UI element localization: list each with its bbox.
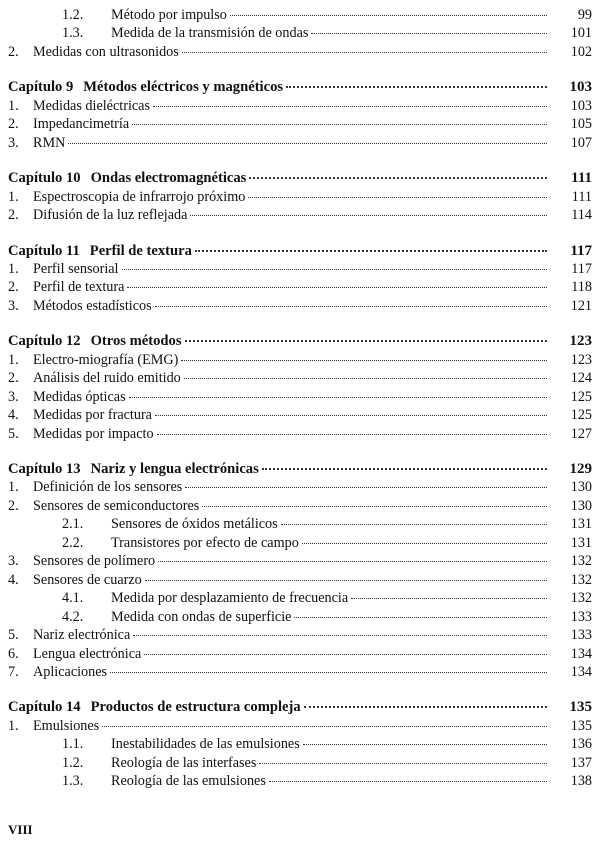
- toc-chapter-title: Productos de estructura compleja: [90, 699, 301, 716]
- toc-entry-title: Métodos estadísticos: [33, 297, 152, 314]
- dot-leader: [185, 487, 547, 488]
- toc-chapter-heading: [0, 242, 600, 260]
- toc-page-number: 123: [570, 351, 592, 368]
- dot-leader: [181, 360, 547, 361]
- toc-page-number: 130: [570, 479, 592, 496]
- dot-leader: [68, 143, 547, 144]
- toc-entry-number: 4.: [8, 407, 19, 424]
- toc-entry-title: Medida por desplazamiento de frecuencia: [111, 590, 349, 607]
- toc-entry-number: 5.: [8, 627, 19, 644]
- dot-leader: [195, 250, 547, 252]
- toc-chapter-number: Capítulo 9: [8, 79, 74, 96]
- toc-chapter-number: Capítulo 12: [8, 333, 81, 350]
- toc-entry-title: Emulsiones: [33, 717, 100, 734]
- toc-page-number: 118: [571, 279, 592, 296]
- toc-entry: [0, 589, 600, 607]
- toc-entry-title: Sensores de cuarzo: [33, 571, 142, 588]
- dot-leader: [122, 269, 548, 270]
- toc-page-number: 124: [570, 370, 592, 387]
- toc-entry-title: Espectroscopia de infrarrojo próximo: [33, 188, 246, 205]
- toc-page-number: 132: [570, 590, 592, 607]
- dot-leader: [248, 197, 547, 198]
- toc-page-number: 103: [570, 97, 592, 114]
- toc-chapter-title: Otros métodos: [90, 333, 182, 350]
- toc-chapter-title: Métodos eléctricos y magnéticos: [83, 79, 284, 96]
- toc-entry: [0, 115, 600, 133]
- toc-entry-number: 2.2.: [62, 534, 84, 551]
- toc-page-number: 105: [570, 116, 592, 133]
- toc-chapter-heading: [0, 460, 600, 478]
- toc-page-number: 132: [570, 571, 592, 588]
- toc-entry: [0, 388, 600, 406]
- toc-entry: [0, 24, 600, 42]
- toc-entry-number: 2.: [8, 43, 19, 60]
- toc-entry-number: 1.2.: [62, 754, 84, 771]
- toc-entry: [0, 497, 600, 515]
- toc-entry-number: 6.: [8, 645, 19, 662]
- toc-entry: [0, 425, 600, 443]
- toc-entry-number: 2.: [8, 116, 19, 133]
- dot-leader: [269, 781, 547, 782]
- toc-entry-number: 1.3.: [62, 773, 84, 790]
- toc-entry: [0, 188, 600, 206]
- dot-leader: [132, 124, 547, 125]
- toc-entry: [0, 260, 600, 278]
- toc-page-number: 117: [571, 260, 592, 277]
- dot-leader: [157, 434, 547, 435]
- toc-page-number: 133: [570, 627, 592, 644]
- toc-page-number: 127: [570, 425, 592, 442]
- dot-leader: [202, 506, 547, 507]
- toc-entry-title: Perfil de textura: [33, 279, 125, 296]
- toc-entry-title: Transistores por efecto de campo: [111, 534, 299, 551]
- toc-entry-title: Lengua electrónica: [33, 645, 142, 662]
- toc-entry: [0, 754, 600, 772]
- toc-entry-title: Aplicaciones: [33, 664, 108, 680]
- dot-leader: [249, 177, 547, 179]
- toc-entry-title: Medidas ópticas: [33, 388, 126, 405]
- toc-page-number: 137: [570, 754, 592, 771]
- dot-leader: [302, 543, 547, 544]
- dot-leader: [311, 33, 547, 34]
- toc-entry-number: 4.: [8, 571, 19, 588]
- toc-entry: [0, 134, 600, 152]
- toc-chapter-title: Ondas electromagnéticas: [90, 170, 247, 187]
- toc-entry-title: RMN: [33, 134, 66, 151]
- toc-entry: [0, 297, 600, 315]
- toc-chapter-heading: [0, 78, 600, 96]
- toc-entry-number: 2.: [8, 497, 19, 514]
- toc-entry: [0, 97, 600, 115]
- toc-page-number: 123: [569, 333, 592, 350]
- dot-leader: [185, 340, 547, 342]
- toc-page-number: 134: [570, 645, 592, 662]
- toc-page-number: 134: [570, 664, 592, 680]
- toc-chapter-heading: [0, 332, 600, 350]
- dot-leader: [230, 15, 547, 16]
- dot-leader: [158, 561, 547, 562]
- dot-leader: [127, 287, 547, 288]
- toc-page-number: 107: [570, 134, 592, 151]
- dot-leader: [182, 52, 547, 53]
- toc-page-number: 121: [570, 297, 592, 314]
- toc-entry: [0, 515, 600, 533]
- toc-page-number: 125: [570, 388, 592, 405]
- toc-entry-title: Sensores de polímero: [33, 553, 156, 570]
- toc-entry-number: 1.: [8, 351, 19, 368]
- toc-entry-number: 1.: [8, 188, 19, 205]
- toc-entry-title: Medidas dieléctricas: [33, 97, 150, 114]
- toc-page-number: 117: [570, 242, 592, 259]
- toc-entry: [0, 534, 600, 552]
- toc-entry-title: Electro-miografía (EMG): [33, 351, 179, 368]
- toc-page-number: 135: [569, 699, 592, 716]
- toc-page-number: 103: [569, 79, 592, 96]
- toc-entry-number: 7.: [8, 664, 19, 680]
- toc-entry: [0, 571, 600, 589]
- toc-entry-number: 2.: [8, 370, 19, 387]
- toc-entry: [0, 206, 600, 224]
- toc-chapter-title: Nariz y lengua electrónicas: [90, 461, 259, 477]
- toc-chapter-number: Capítulo 14: [8, 699, 81, 716]
- toc-entry-number: 1.: [8, 717, 19, 734]
- toc-entry: [0, 6, 600, 24]
- dot-leader: [155, 415, 547, 416]
- toc-chapter-number: Capítulo 13: [8, 461, 81, 477]
- dot-leader: [190, 215, 547, 216]
- toc-entry: [0, 645, 600, 663]
- toc-entry-number: 1.3.: [62, 25, 84, 42]
- toc-page-number: 135: [570, 717, 592, 734]
- toc-entry: [0, 478, 600, 496]
- toc-entry: [0, 278, 600, 296]
- dot-leader: [294, 617, 547, 618]
- toc-chapter-title: Perfil de textura: [89, 242, 192, 259]
- toc-entry-title: Medidas por impacto: [33, 425, 154, 442]
- dot-leader: [144, 654, 547, 655]
- toc-page-number: 130: [570, 497, 592, 514]
- dot-leader: [145, 580, 547, 581]
- toc-page-number: 114: [571, 207, 592, 223]
- toc-entry-title: Análisis del ruido emitido: [33, 370, 181, 387]
- toc-entry-number: 3.: [8, 297, 19, 314]
- toc-entry-title: Inestabilidades de las emulsiones: [111, 736, 300, 753]
- toc-page-number: 125: [570, 407, 592, 424]
- toc-page-number: 111: [571, 188, 592, 205]
- toc-entry-number: 2.: [8, 279, 19, 296]
- toc-entry-title: Medidas por fractura: [33, 407, 152, 424]
- toc-entry: [0, 608, 600, 626]
- dot-leader: [110, 672, 547, 673]
- toc-chapter-number: Capítulo 10: [8, 170, 81, 187]
- toc-entry-number: 2.: [8, 207, 19, 223]
- dot-leader: [286, 86, 547, 88]
- toc-entry: [0, 43, 600, 61]
- toc-entry-number: 3.: [8, 553, 19, 570]
- toc-entry-title: Método por impulso: [111, 7, 227, 23]
- dot-leader: [304, 706, 547, 708]
- toc-entry-number: 1.: [8, 479, 19, 496]
- toc-entry: [0, 626, 600, 644]
- toc-entry-title: Perfil sensorial: [33, 260, 119, 277]
- toc-page-number: 102: [570, 43, 592, 60]
- toc-entry-title: Definición de los sensores: [33, 479, 183, 496]
- toc-page-number: 132: [570, 553, 592, 570]
- dot-leader: [102, 726, 547, 727]
- toc-page-number: 133: [570, 608, 592, 625]
- toc-entry-number: 4.2.: [62, 608, 84, 625]
- dot-leader: [155, 306, 547, 307]
- toc-entry-number: 1.2.: [62, 7, 84, 23]
- toc-entry-number: 1.1.: [62, 736, 84, 753]
- toc-entry-number: 1.: [8, 260, 19, 277]
- toc-entry: [0, 369, 600, 387]
- toc-page-number: 131: [570, 534, 592, 551]
- toc-entry: [0, 663, 600, 681]
- toc-entry-title: Impedancimetría: [33, 116, 130, 133]
- dot-leader: [184, 378, 547, 379]
- dot-leader: [281, 524, 547, 525]
- toc-chapter-number: Capítulo 11: [8, 242, 80, 259]
- toc-entry-title: Medida con ondas de superficie: [111, 608, 292, 625]
- toc-page-number: 111: [571, 170, 592, 187]
- toc-entry: [0, 735, 600, 753]
- toc-entry-title: Nariz electrónica: [33, 627, 131, 644]
- toc-entry-title: Reología de las interfases: [111, 754, 257, 771]
- dot-leader: [153, 106, 547, 107]
- toc-page-number: 131: [570, 516, 592, 533]
- page-number-footer: VIII: [8, 822, 33, 837]
- toc-page-number: 99: [577, 7, 592, 23]
- toc-entry-title: Reología de las emulsiones: [111, 773, 266, 790]
- toc-entry-number: 3.: [8, 134, 19, 151]
- toc-entry-title: Medida de la transmisión de ondas: [111, 25, 309, 42]
- toc-entry-number: 5.: [8, 425, 19, 442]
- dot-leader: [303, 744, 547, 745]
- toc-entry: [0, 552, 600, 570]
- toc-chapter-heading: [0, 698, 600, 716]
- toc-page-number: 136: [570, 736, 592, 753]
- toc-entry-number: 2.1.: [62, 516, 84, 533]
- toc-entry: [0, 351, 600, 369]
- dot-leader: [129, 397, 547, 398]
- dot-leader: [259, 763, 547, 764]
- dot-leader: [262, 468, 547, 470]
- dot-leader: [351, 598, 547, 599]
- toc-entry: [0, 406, 600, 424]
- toc-entry: [0, 717, 600, 735]
- toc-entry-title: Sensores de óxidos metálicos: [111, 516, 278, 533]
- toc-page-number: 129: [569, 461, 592, 477]
- toc-page-number: 101: [570, 25, 592, 42]
- toc-entry-title: Medidas con ultrasonidos: [33, 43, 179, 60]
- toc-entry-title: Difusión de la luz reflejada: [33, 207, 188, 223]
- toc-entry-number: 1.: [8, 97, 19, 114]
- toc-entry-number: 3.: [8, 388, 19, 405]
- toc-chapter-heading: [0, 169, 600, 187]
- toc-entry-number: 4.1.: [62, 590, 84, 607]
- dot-leader: [133, 635, 547, 636]
- toc-page-number: 138: [570, 773, 592, 790]
- toc-entry: [0, 772, 600, 790]
- toc-entry-title: Sensores de semiconductores: [33, 497, 200, 514]
